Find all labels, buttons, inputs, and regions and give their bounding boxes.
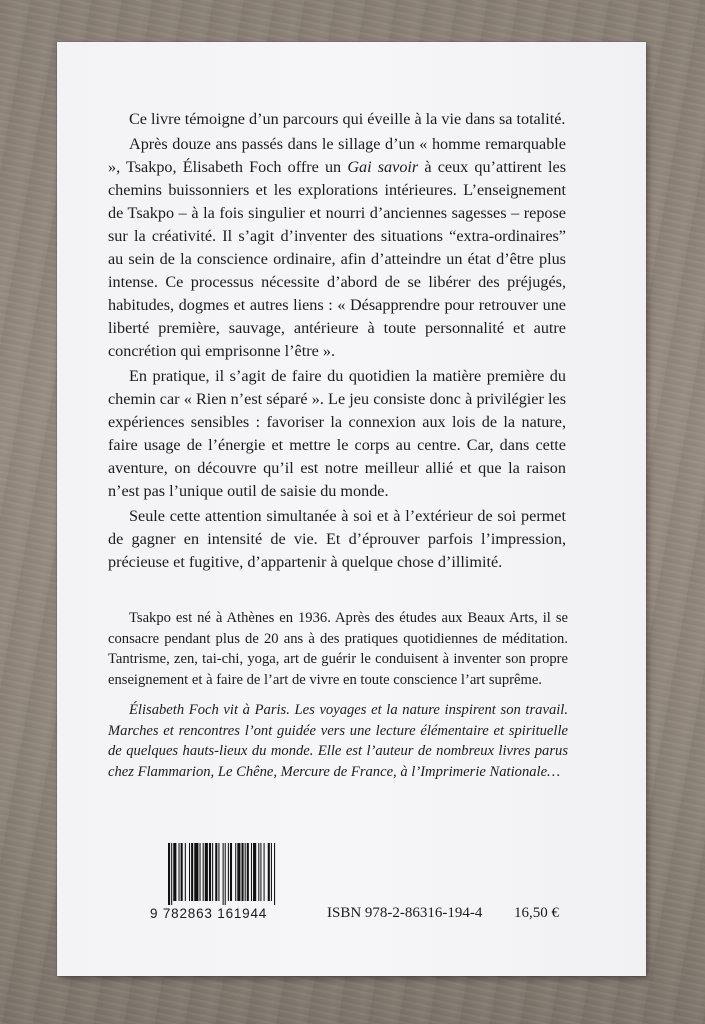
barcode-bar xyxy=(260,843,261,901)
barcode-bar xyxy=(268,843,270,901)
barcode-bar xyxy=(237,843,240,901)
barcode-bar xyxy=(228,843,229,901)
barcode-bar xyxy=(264,843,265,901)
blurb-paragraph-2: Après douze ans passés dans le sillage d’un « homme remarquable », Tsakpo, Élisabeth Foch offre un Gai savoir à ceux qu’attirent les chemins buissonniers et les explorations intérieures. L’enseignement de Tsakpo – à la fois singulier et nourri d’anciennes sagesses – repose sur la créativité. Il s’agit d’inventer des situations “extra-ordinaires” au sein de la conscience ordinaire, afin d’atteindre un état d’être plus intense. Ce processus nécessite d’abord de se libérer des préjugés, habitudes, dogmes et autres liens : « Désapprendre pour retrouver une liberté première, sauvage, antérieure à toute personnalité et autre concrétion qui emprisonne l’être ». xyxy=(108,135,566,360)
barcode-bar xyxy=(200,843,201,901)
barcode-bar xyxy=(253,843,256,901)
author-bios xyxy=(108,608,568,792)
barcode xyxy=(150,843,320,923)
barcode-bar xyxy=(168,843,170,905)
barcode-bar xyxy=(223,843,224,905)
barcode-bar xyxy=(189,843,190,901)
bio-tsakpo: Tsakpo est né à Athènes en 1936. Après des études aux Beaux Arts, il se consacre pendant plus de 20 ans à des pratiques quotidiennes de méditation. Tantrisme, zen, tai-chi, yoga, art de guérir le conduisent à inventer son propre enseignement et à faire de l’art de vivre en toute conscience l’art suprême. xyxy=(108,610,568,688)
barcode-bar xyxy=(215,843,217,901)
barcode-bar xyxy=(258,843,259,901)
barcode-bar xyxy=(274,843,275,905)
blurb xyxy=(108,108,566,576)
barcode-bar xyxy=(194,843,198,901)
barcode-bar xyxy=(185,843,186,901)
barcode-bar xyxy=(218,843,219,901)
barcode-bar xyxy=(179,843,180,901)
barcode-bar xyxy=(212,843,213,901)
barcode-bars xyxy=(167,843,319,905)
barcode-bar xyxy=(271,843,272,901)
barcode-bar xyxy=(242,843,244,901)
barcode-bar xyxy=(235,843,236,901)
barcode-bar xyxy=(209,843,211,901)
barcode-digits: 9 782863 161944 xyxy=(150,906,268,921)
barcode-bar xyxy=(230,843,232,901)
blurb-paragraph-3: En pratique, il s’agit de faire du quotidien la matière première du chemin car « Rien n’est séparé ». Le jeu consiste donc à privilégier les expériences sensibles : favoriser la connexion aux lois de la nature, faire usage de l’énergie et mettre le corps au centre. Car, dans cette aventure, on découvre qu’il est notre meilleur allié et que la raison n’est pas l’unique outil de saisie du monde. xyxy=(108,367,566,500)
blurb-paragraph-1: Ce livre témoigne d’un parcours qui éveille à la vie dans sa totalité. xyxy=(129,110,566,128)
barcode-bar xyxy=(191,843,193,901)
bio-elisabeth-foch: Élisabeth Foch vit à Paris. Les voyages et la nature inspirent son travail. Marches et rencontres l’ont guidée vers une lecture élémentaire et spirituelle de quelques hauts-lieux du monde. Elle est l’auteur de nombreux livres parus chez Flammarion, Le Chêne, Mercure de France, à l’Imprimerie Nationale… xyxy=(108,702,568,780)
barcode-bar xyxy=(181,843,183,901)
barcode-bar xyxy=(205,843,208,901)
barcode-bar xyxy=(171,843,172,905)
barcode-bar xyxy=(203,843,204,901)
barcode-bar xyxy=(173,843,176,901)
barcode-bar xyxy=(251,843,252,901)
barcode-bar xyxy=(247,843,249,901)
blurb-paragraph-4: Seule cette attention simultanée à soi et à l’extérieur de soi permet de gagner en intensité de vie. Et d’éprouver parfois l’impression, précieuse et fugitive, d’appartenir à quelque chose d’illimité. xyxy=(108,507,566,571)
barcode-bar xyxy=(245,843,246,901)
barcode-bar xyxy=(225,843,226,905)
price: 16,50 € xyxy=(514,905,559,921)
isbn: ISBN 978-2-86316-194-4 xyxy=(327,905,483,921)
